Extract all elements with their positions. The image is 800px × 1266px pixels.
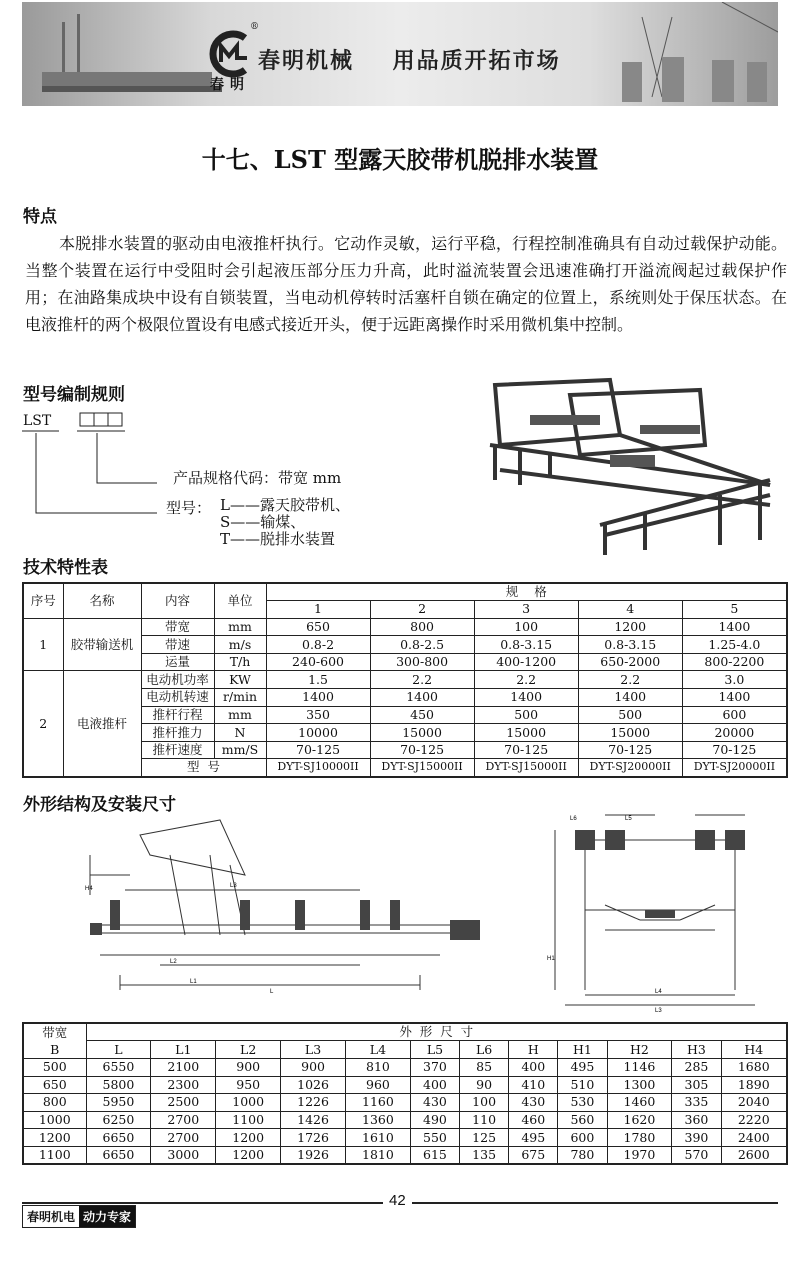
column-header: L: [86, 1041, 151, 1059]
table-cell: 1400: [578, 689, 682, 707]
table-cell: 410: [509, 1076, 558, 1094]
drawing-label: L: [270, 989, 274, 995]
table-cell: 1400: [266, 689, 370, 707]
table-cell: 810: [346, 1059, 411, 1077]
table-cell: 1200: [578, 618, 682, 636]
table-cell: 胶带输送机: [63, 618, 141, 671]
spec-col: 3: [474, 601, 578, 619]
column-header: L3: [281, 1041, 346, 1059]
slogan: 春明机械 用品质开拓市场: [258, 49, 561, 74]
table-cell: mm: [214, 706, 266, 724]
table-cell: 2: [23, 671, 63, 777]
drawing-label: L3: [230, 883, 237, 889]
table-cell: 1026: [281, 1076, 346, 1094]
table-cell: 70-125: [370, 741, 474, 759]
table-cell: 90: [460, 1076, 509, 1094]
registered-mark: ®: [250, 22, 259, 32]
column-header: H2: [607, 1041, 672, 1059]
table-cell: 100: [474, 618, 578, 636]
table-cell: 3.0: [682, 671, 787, 689]
table-cell: 1400: [474, 689, 578, 707]
table-cell: 350: [266, 706, 370, 724]
drawing-label: L5: [625, 816, 632, 822]
table-cell: 推杆推力: [141, 724, 214, 742]
table-cell: 2040: [721, 1094, 787, 1112]
drawing-label: L2: [170, 959, 177, 965]
spec-table: [22, 582, 788, 778]
table-cell: 2700: [151, 1111, 216, 1129]
table-cell: 240-600: [266, 653, 370, 671]
table-cell: 600: [682, 706, 787, 724]
front-view-drawing: [545, 810, 775, 1020]
footer-brand-tagline: 动力专家: [79, 1206, 135, 1227]
table-cell: 6650: [86, 1146, 151, 1164]
type-item: L——露天胶带机、: [220, 496, 350, 514]
table-cell: 2500: [151, 1094, 216, 1112]
table-cell: 495: [509, 1129, 558, 1147]
column-header: H3: [672, 1041, 721, 1059]
spec-code-label: 产品规格代码：带宽 mm: [173, 469, 342, 487]
type-label: 型号：: [166, 499, 212, 517]
table-cell: 570: [672, 1146, 721, 1164]
column-header: L4: [346, 1041, 411, 1059]
table-cell: 1100: [216, 1111, 281, 1129]
column-header: H: [509, 1041, 558, 1059]
table-cell: 390: [672, 1129, 721, 1147]
table-cell: 6250: [86, 1111, 151, 1129]
table-cell: 2.2: [578, 671, 682, 689]
header-cell: 序号: [23, 583, 63, 618]
table-cell: 1226: [281, 1094, 346, 1112]
table-cell: 型 号: [141, 759, 266, 777]
drawing-label: L3: [655, 1008, 662, 1014]
table-cell: 1200: [216, 1146, 281, 1164]
table-cell: 1680: [721, 1059, 787, 1077]
table-cell: 15000: [474, 724, 578, 742]
table-cell: 电液推杆: [63, 671, 141, 777]
table-row: [23, 1059, 787, 1077]
table-cell: 110: [460, 1111, 509, 1129]
table-cell: m/s: [214, 636, 266, 654]
spec-table-heading: 技术特性表: [23, 558, 108, 578]
table-cell: 950: [216, 1076, 281, 1094]
table-header-row: [23, 1041, 787, 1059]
table-cell: KW: [214, 671, 266, 689]
features-heading: 特点: [23, 207, 57, 227]
table-cell: 1890: [721, 1076, 787, 1094]
column-header: H4: [721, 1041, 787, 1059]
table-row: [23, 1094, 787, 1112]
table-cell: 500: [23, 1059, 86, 1077]
table-cell: 带速: [141, 636, 214, 654]
table-cell: DYT-SJ15000II: [370, 759, 474, 777]
product-photo: [470, 375, 780, 560]
table-cell: 1200: [216, 1129, 281, 1147]
logo-text: 春明: [210, 77, 250, 93]
table-cell: 1000: [23, 1111, 86, 1129]
table-cell: N: [214, 724, 266, 742]
table-cell: 1970: [607, 1146, 672, 1164]
table-cell: 615: [410, 1146, 459, 1164]
table-cell: 2600: [721, 1146, 787, 1164]
table-cell: 70-125: [682, 741, 787, 759]
spec-col: 5: [682, 601, 787, 619]
table-cell: 6550: [86, 1059, 151, 1077]
table-cell: 370: [410, 1059, 459, 1077]
table-cell: 1926: [281, 1146, 346, 1164]
table-cell: DYT-SJ10000II: [266, 759, 370, 777]
page-title: 十七、LST 型露天胶带机脱排水装置: [201, 145, 599, 174]
table-cell: 70-125: [578, 741, 682, 759]
table-cell: DYT-SJ20000II: [578, 759, 682, 777]
table-cell: 495: [558, 1059, 607, 1077]
drawing-label: L4: [655, 989, 662, 995]
table-cell: 5950: [86, 1094, 151, 1112]
table-cell: mm: [214, 618, 266, 636]
footer-brand: [22, 1205, 136, 1228]
table-cell: 15000: [370, 724, 474, 742]
table-cell: 2400: [721, 1129, 787, 1147]
table-cell: 650: [23, 1076, 86, 1094]
table-cell: 1400: [682, 618, 787, 636]
column-header: L6: [460, 1041, 509, 1059]
table-row: [23, 1076, 787, 1094]
table-cell: 900: [216, 1059, 281, 1077]
table-cell: 10000: [266, 724, 370, 742]
drawing-label: H4: [85, 886, 93, 892]
table-cell: 285: [672, 1059, 721, 1077]
table-cell: 675: [509, 1146, 558, 1164]
table-cell: 70-125: [474, 741, 578, 759]
table-cell: 1000: [216, 1094, 281, 1112]
table-row: [23, 618, 787, 636]
table-cell: 6650: [86, 1129, 151, 1147]
table-header-row: [23, 1023, 787, 1041]
header-cell: 单位: [214, 583, 266, 618]
table-cell: 360: [672, 1111, 721, 1129]
table-cell: 1400: [370, 689, 474, 707]
features-text: 本脱排水装置的驱动由电液推杆执行。它动作灵敏，运行平稳，行程控制准确具有自动过载保护动能。当整个装置在运行中受阻时会引起液压部分压力升高，此时溢流装置会迅速准确打开溢流阀起过载保护作用；在油路集成块中设有自锁装置，当电动机停转时活塞杆自锁在确定的位置上，系统则处于保压状态。在电液推杆的两个极限位置设有电感式接近开头，便于远距离操作时采用微机集中控制。: [25, 234, 787, 334]
table-cell: 305: [672, 1076, 721, 1094]
table-cell: 推杆速度: [141, 741, 214, 759]
type-list: [220, 497, 350, 548]
table-cell: 电动机转速: [141, 689, 214, 707]
table-cell: 800: [23, 1094, 86, 1112]
footer-brand-name: 春明机电: [27, 1210, 76, 1224]
column-header: H1: [558, 1041, 607, 1059]
table-cell: 1360: [346, 1111, 411, 1129]
table-cell: 2700: [151, 1129, 216, 1147]
table-cell: 2100: [151, 1059, 216, 1077]
table-row: [23, 1129, 787, 1147]
table-cell: 500: [474, 706, 578, 724]
table-cell: 335: [672, 1094, 721, 1112]
table-cell: T/h: [214, 653, 266, 671]
table-cell: 1.5: [266, 671, 370, 689]
table-cell: 550: [410, 1129, 459, 1147]
header-cell: 名称: [63, 583, 141, 618]
table-cell: 85: [460, 1059, 509, 1077]
table-cell: 5800: [86, 1076, 151, 1094]
table-cell: 560: [558, 1111, 607, 1129]
table-cell: 1400: [682, 689, 787, 707]
table-cell: 70-125: [266, 741, 370, 759]
table-cell: DYT-SJ15000II: [474, 759, 578, 777]
table-cell: 650: [266, 618, 370, 636]
table-cell: 1.25-4.0: [682, 636, 787, 654]
table-cell: 1620: [607, 1111, 672, 1129]
spec-col: 4: [578, 601, 682, 619]
table-cell: 450: [370, 706, 474, 724]
drawing-label: L1: [190, 979, 197, 985]
spec-col: 2: [370, 601, 474, 619]
dimensions-heading: 外形结构及安装尺寸: [23, 795, 176, 815]
drawing-label: H1: [547, 956, 555, 962]
table-cell: 430: [410, 1094, 459, 1112]
table-cell: 20000: [682, 724, 787, 742]
table-cell: 780: [558, 1146, 607, 1164]
dimensions-table: [22, 1022, 788, 1165]
table-cell: 125: [460, 1129, 509, 1147]
table-header-row: [23, 583, 787, 601]
model-rules-heading: 型号编制规则: [23, 385, 125, 405]
table-cell: 2.2: [474, 671, 578, 689]
table-cell: 600: [558, 1129, 607, 1147]
header-cell: 规 格: [266, 583, 787, 601]
table-cell: 400: [509, 1059, 558, 1077]
table-cell: 960: [346, 1076, 411, 1094]
table-cell: 400-1200: [474, 653, 578, 671]
table-cell: 1460: [607, 1094, 672, 1112]
table-cell: r/min: [214, 689, 266, 707]
table-cell: 530: [558, 1094, 607, 1112]
table-cell: 400: [410, 1076, 459, 1094]
table-cell: 1780: [607, 1129, 672, 1147]
company-logo: [205, 28, 257, 80]
table-cell: 300-800: [370, 653, 474, 671]
page-number: 42: [383, 1192, 412, 1209]
table-cell: 1: [23, 618, 63, 671]
table-cell: 1810: [346, 1146, 411, 1164]
table-cell: 1146: [607, 1059, 672, 1077]
spec-col: 1: [266, 601, 370, 619]
table-cell: 2.2: [370, 671, 474, 689]
table-cell: 2220: [721, 1111, 787, 1129]
table-cell: DYT-SJ20000II: [682, 759, 787, 777]
header-cell: 外 形 尺 寸: [86, 1023, 787, 1041]
table-cell: 500: [578, 706, 682, 724]
table-cell: 460: [509, 1111, 558, 1129]
table-cell: 0.8-2.5: [370, 636, 474, 654]
table-cell: 0.8-3.15: [474, 636, 578, 654]
table-cell: 0.8-3.15: [578, 636, 682, 654]
column-header: L5: [410, 1041, 459, 1059]
header-cell: 内容: [141, 583, 214, 618]
table-cell: 运量: [141, 653, 214, 671]
table-cell: 100: [460, 1094, 509, 1112]
table-cell: 490: [410, 1111, 459, 1129]
table-cell: 430: [509, 1094, 558, 1112]
model-code: LST: [23, 413, 52, 429]
table-cell: 1300: [607, 1076, 672, 1094]
table-cell: 0.8-2: [266, 636, 370, 654]
table-cell: 800-2200: [682, 653, 787, 671]
side-view-drawing: [70, 815, 510, 1015]
table-cell: 1100: [23, 1146, 86, 1164]
table-cell: 带宽: [141, 618, 214, 636]
table-cell: 1726: [281, 1129, 346, 1147]
table-cell: 135: [460, 1146, 509, 1164]
table-cell: 推杆行程: [141, 706, 214, 724]
drawing-label: L6: [570, 816, 577, 822]
table-cell: 2300: [151, 1076, 216, 1094]
column-header: L1: [151, 1041, 216, 1059]
table-row: [23, 1111, 787, 1129]
table-cell: 1160: [346, 1094, 411, 1112]
table-cell: 电动机功率: [141, 671, 214, 689]
type-item: S——输煤、: [220, 513, 306, 531]
table-cell: 650-2000: [578, 653, 682, 671]
table-cell: 1426: [281, 1111, 346, 1129]
column-header: L2: [216, 1041, 281, 1059]
table-cell: 900: [281, 1059, 346, 1077]
table-cell: 3000: [151, 1146, 216, 1164]
table-cell: 15000: [578, 724, 682, 742]
header-cell: 带宽 B: [23, 1023, 86, 1059]
table-cell: 510: [558, 1076, 607, 1094]
table-cell: 1610: [346, 1129, 411, 1147]
table-row: [23, 1146, 787, 1164]
table-cell: 1200: [23, 1129, 86, 1147]
table-cell: mm/S: [214, 741, 266, 759]
type-item: T——脱排水装置: [220, 530, 336, 548]
table-cell: 800: [370, 618, 474, 636]
table-row: [23, 671, 787, 689]
